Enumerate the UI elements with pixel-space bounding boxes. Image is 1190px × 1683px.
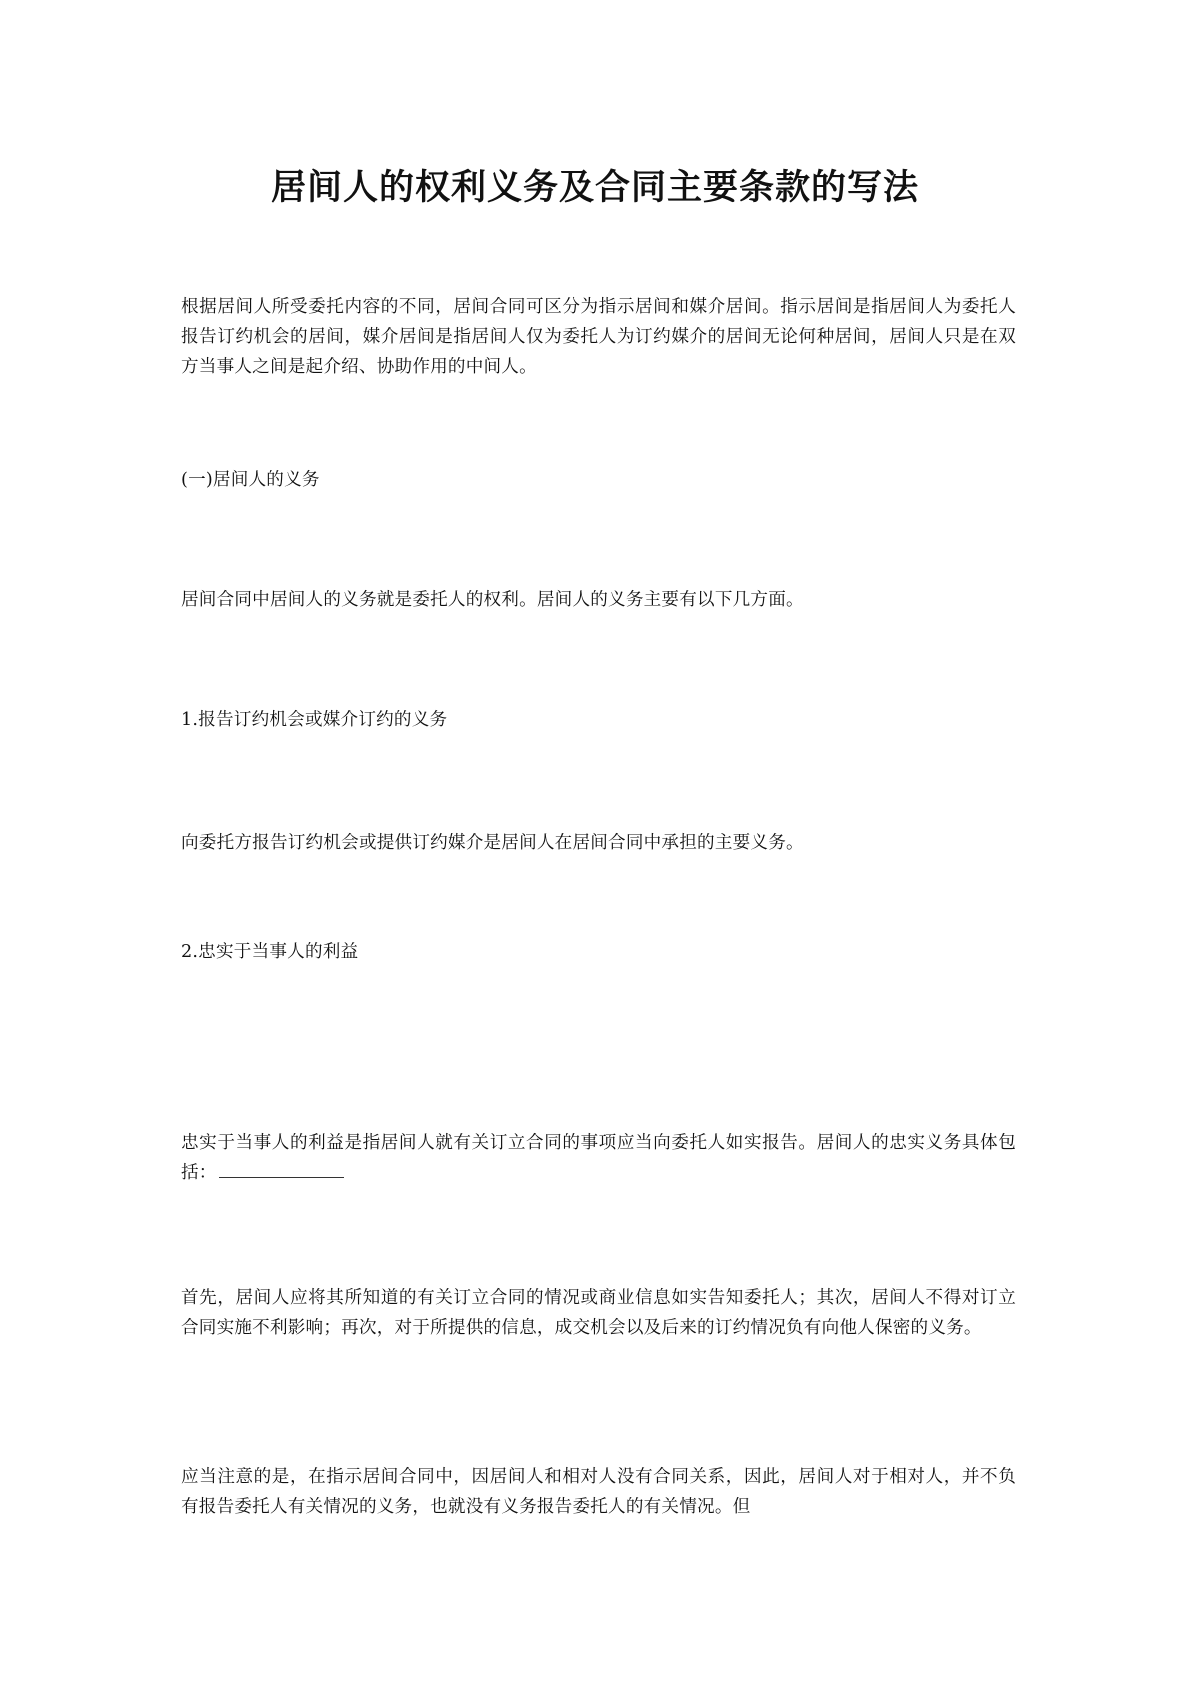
fill-in-blank: [219, 1159, 344, 1178]
obligations-intro-paragraph: 居间合同中居间人的义务就是委托人的权利。居间人的义务主要有以下几方面。: [181, 590, 804, 610]
report-duty-paragraph: 向委托方报告订约机会或提供订约媒介是居间人在居间合同中承担的主要义务。: [181, 833, 804, 853]
loyalty-text: 忠实于当事人的利益是指居间人就有关订立合同的事项应当向委托人如实报告。居间人的忠实义务具体包括：: [181, 1133, 1016, 1183]
loyalty-details-paragraph: 首先，居间人应将其所知道的有关订立合同的情况或商业信息如实告知委托人；其次，居间人不得对订立合同实施不利影响；再次，对于所提供的信息，成交机会以及后来的订约情况负有向他人保密的义务。: [181, 1288, 1016, 1338]
subheading-loyalty: 2.忠实于当事人的利益: [181, 942, 359, 962]
note-paragraph: 应当注意的是，在指示居间合同中，因居间人和相对人没有合同关系，因此，居间人对于相对人，并不负有报告委托人有关情况的义务，也就没有义务报告委托人的有关情况。但: [181, 1467, 1016, 1517]
loyalty-paragraph: [181, 1128, 1016, 1188]
document-title: 居间人的权利义务及合同主要条款的写法: [270, 168, 919, 208]
intro-paragraph: 根据居间人所受委托内容的不同，居间合同可区分为指示居间和媒介居间。指示居间是指居间人为委托人报告订约机会的居间，媒介居间是指居间人仅为委托人为订约媒介的居间无论何种居间，居间人只是在双方当事人之间是起介绍、协助作用的中间人。: [181, 297, 1016, 377]
section-heading-obligations: (一)居间人的义务: [181, 470, 320, 490]
subheading-report-duty: 1.报告订约机会或媒介订约的义务: [181, 710, 448, 730]
